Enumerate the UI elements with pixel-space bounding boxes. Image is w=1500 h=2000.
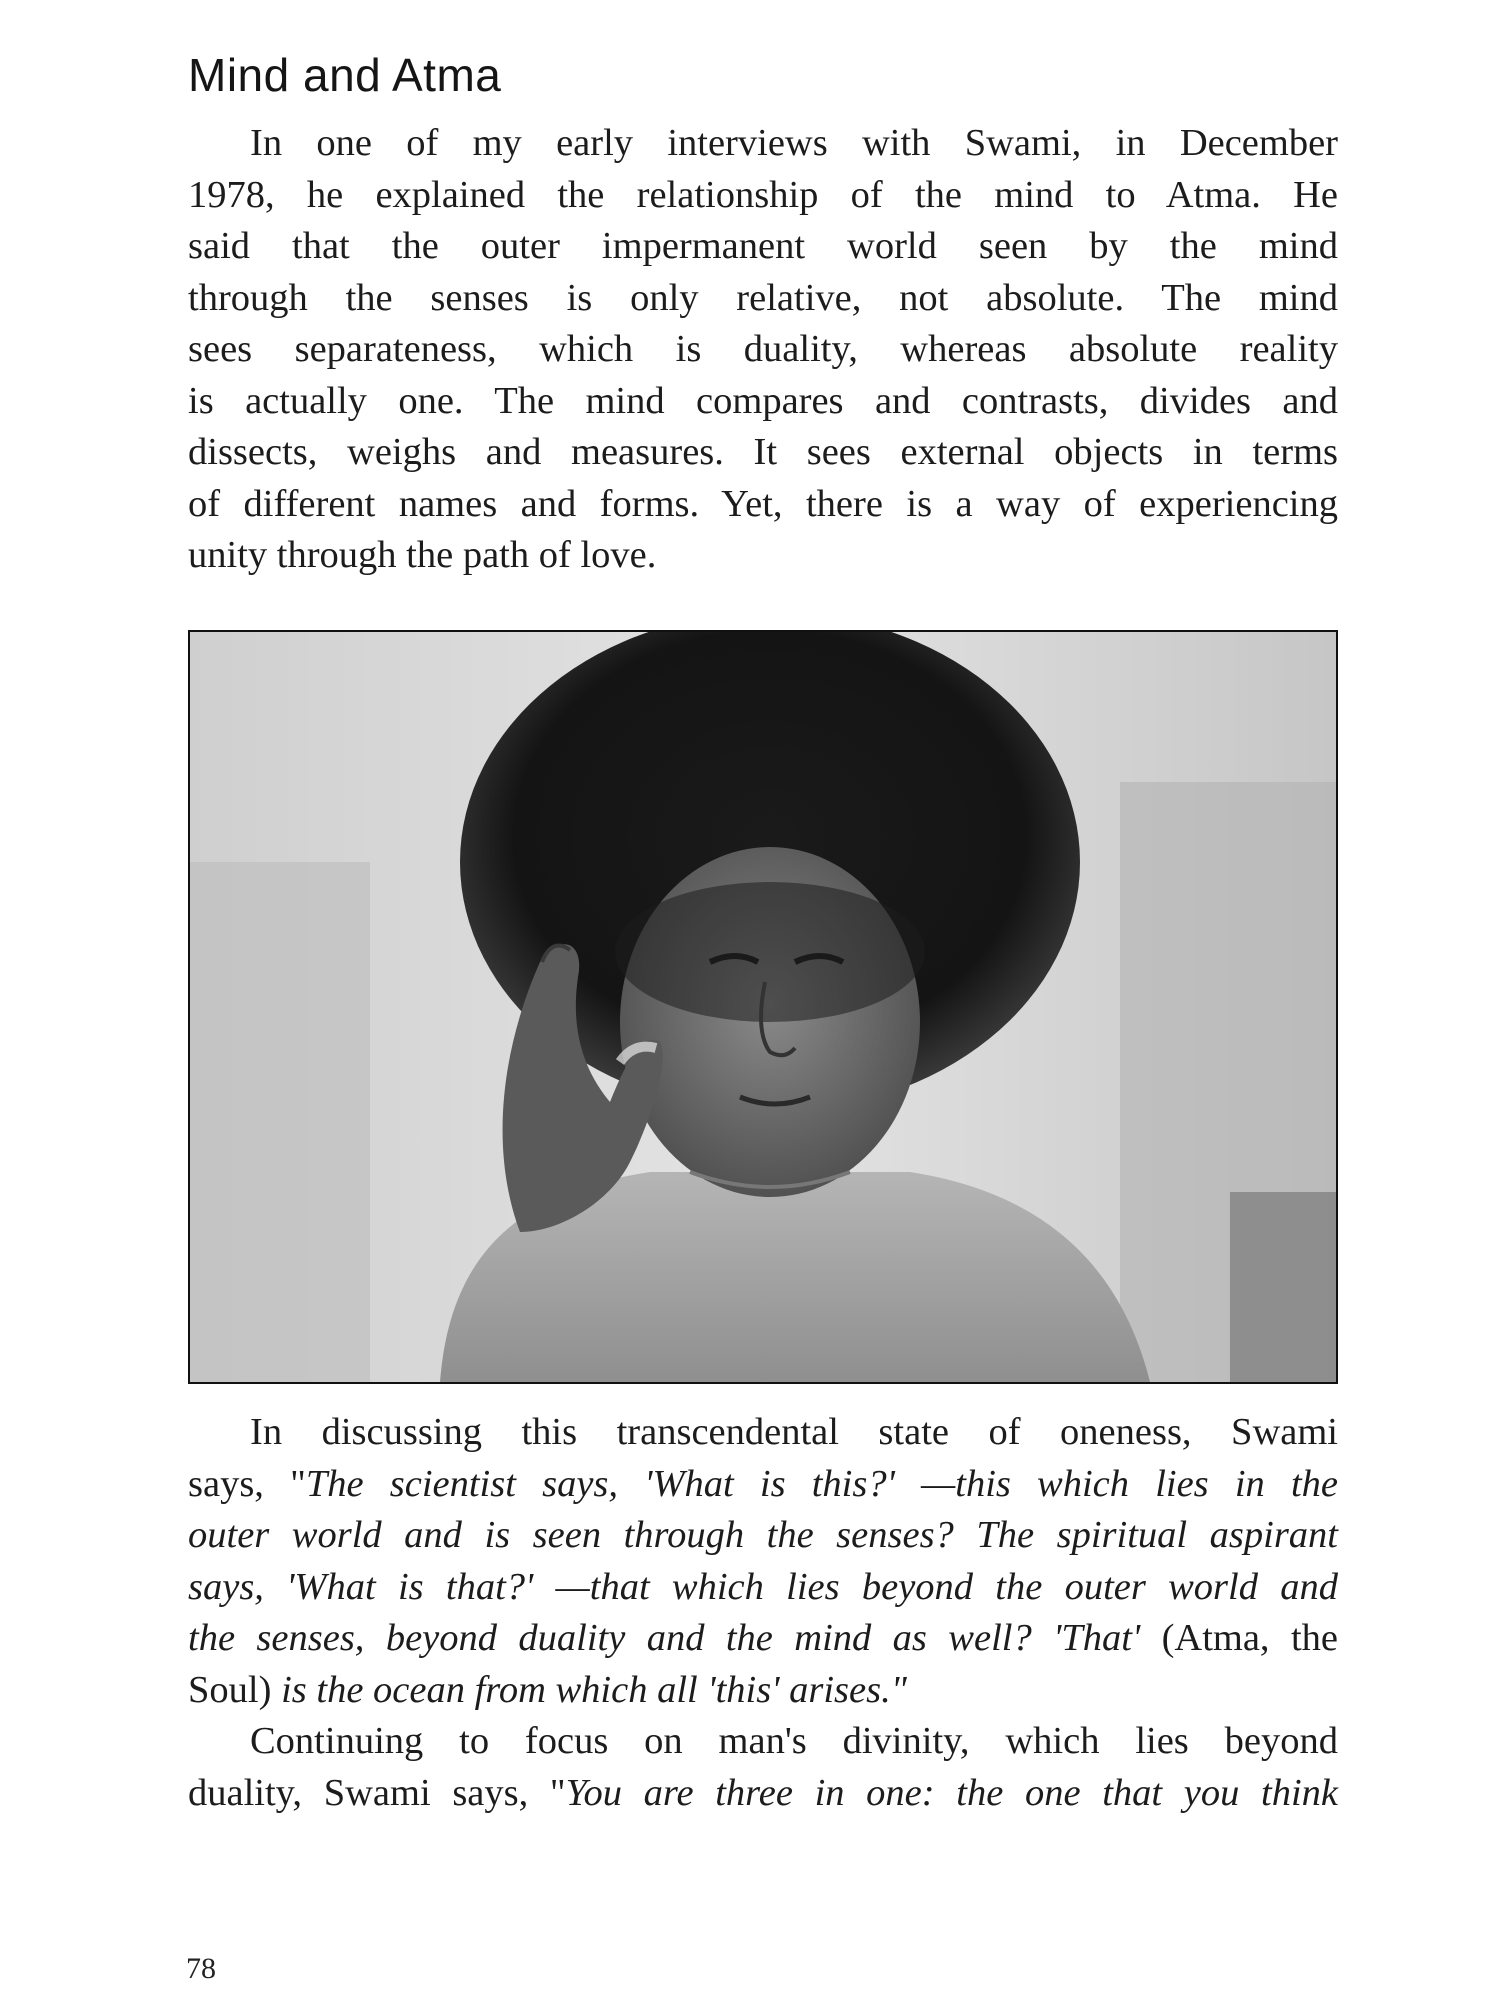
quote-text: is the ocean from which all 'this' arises."	[281, 1668, 907, 1711]
text-run: (Atma, the	[1140, 1617, 1338, 1659]
text-line: sees separateness, which is duality, whereas absolute reality	[188, 328, 1338, 370]
quote-text: The scientist says, 'What is this?' —this which lies in the	[305, 1462, 1338, 1505]
quote-paragraph-1	[188, 1407, 1338, 1716]
text-run: says, "	[188, 1462, 306, 1505]
quote-text: You are three in one: the one that you think	[565, 1771, 1338, 1814]
section-title: Mind and Atma	[188, 49, 502, 101]
text-line	[188, 1459, 1338, 1511]
text-run: Soul)	[188, 1668, 282, 1711]
text-line: is actually one. The mind compares and contrasts, divides and	[188, 379, 1338, 422]
quote-line: outer world and is seen through the senses? The spiritual aspirant	[188, 1514, 1338, 1556]
text-line: Continuing to focus on man's divinity, which lies beyond	[250, 1720, 1338, 1762]
text-line: dissects, weighs and measures. It sees external objects in terms	[188, 431, 1338, 473]
text-line: 1978, he explained the relationship of the mind to Atma. He	[188, 173, 1338, 216]
quote-line: says, 'What is that?' —that which lies beyond the outer world and	[188, 1565, 1338, 1608]
text-run: duality, Swami says, "	[188, 1771, 566, 1814]
portrait-photo	[188, 630, 1338, 1384]
text-line: In discussing this transcendental state of oneness, Swami	[250, 1411, 1338, 1453]
text-line	[188, 1665, 1338, 1717]
text-line: unity through the path of love.	[188, 534, 657, 576]
text-line: of different names and forms. Yet, there is a way of experiencing	[188, 482, 1338, 525]
page-number: 78	[186, 1952, 216, 1985]
text-line	[188, 1613, 1338, 1665]
intro-paragraph	[188, 118, 1338, 582]
text-line: through the senses is only relative, not absolute. The mind	[188, 276, 1338, 319]
text-line: In one of my early interviews with Swami, in December	[250, 122, 1338, 164]
quote-text: the senses, beyond duality and the mind as well? 'That'	[188, 1617, 1141, 1659]
text-line	[188, 1768, 1338, 1820]
text-line: said that the outer impermanent world seen by the mind	[188, 225, 1338, 267]
quote-paragraph-2	[188, 1716, 1338, 1819]
